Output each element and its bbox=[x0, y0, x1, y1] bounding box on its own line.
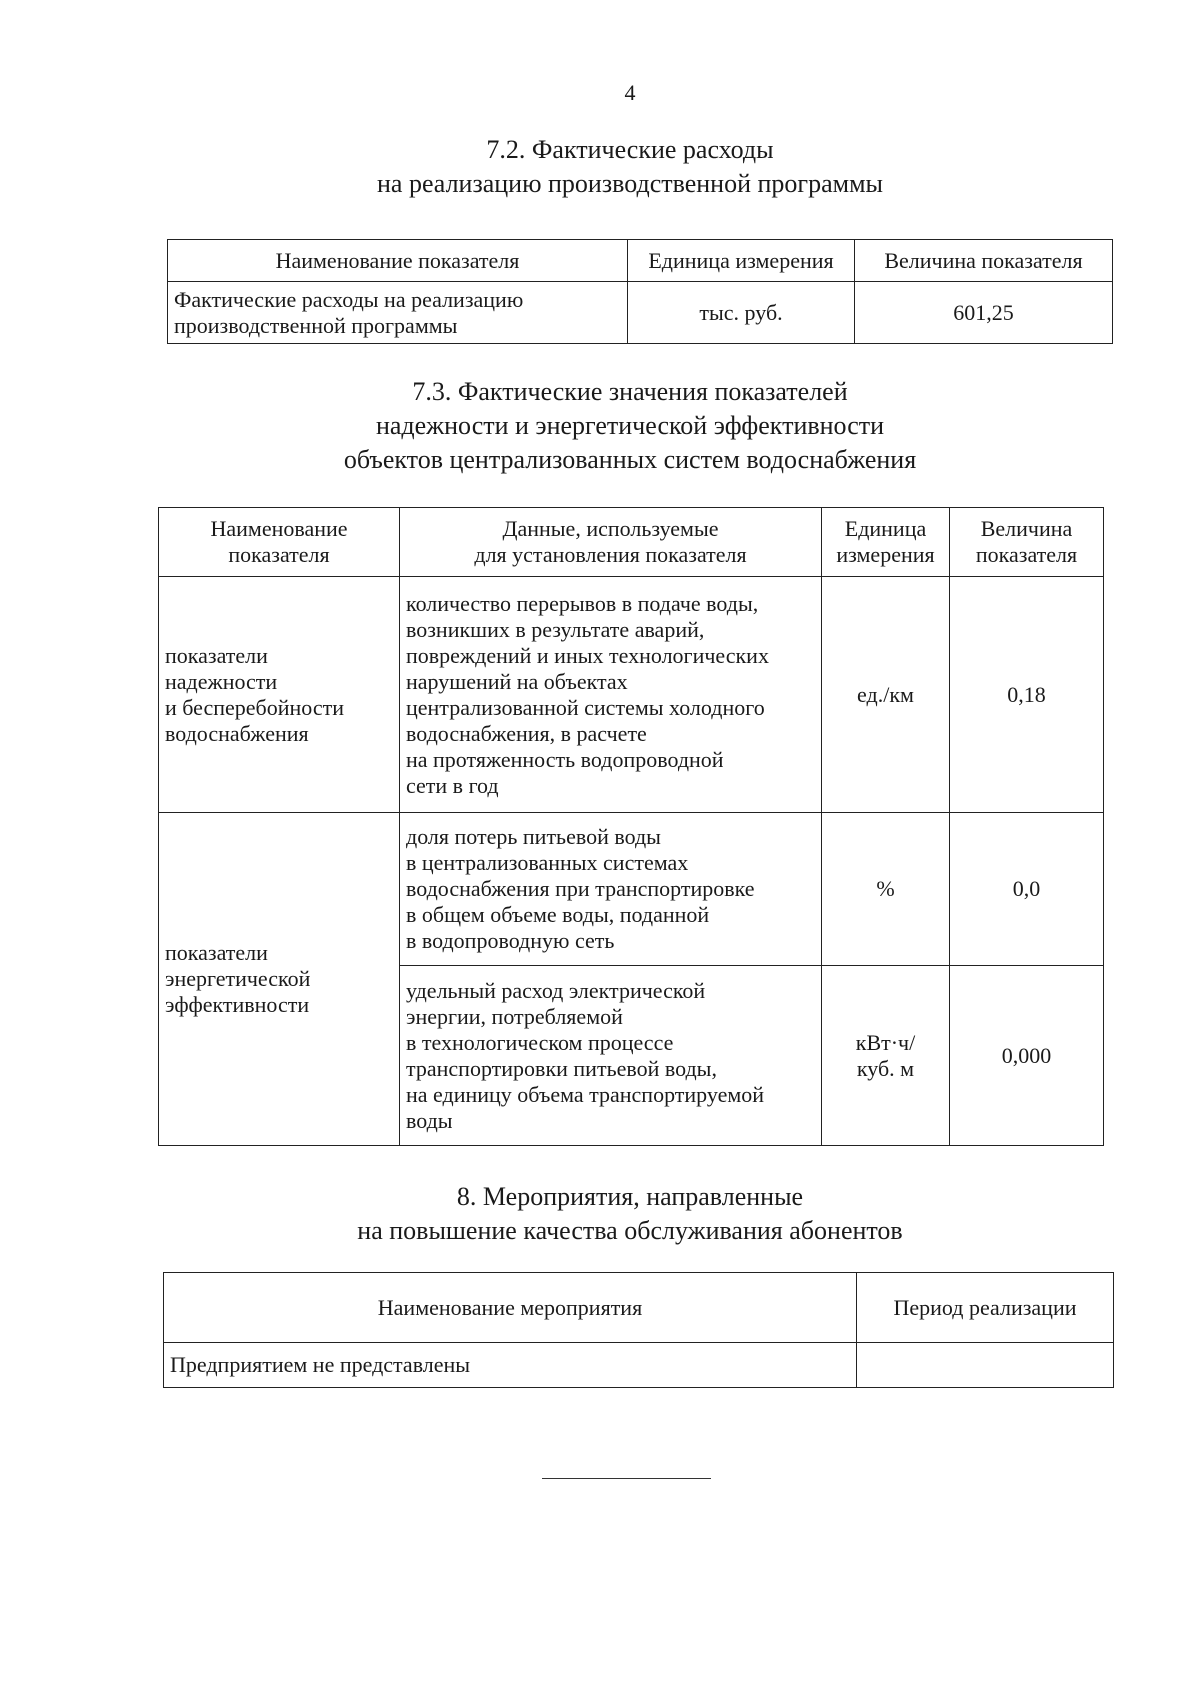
title-line: на реализацию производственной программы bbox=[376, 169, 883, 198]
indicator-data bbox=[400, 966, 822, 1146]
indicator-name bbox=[168, 282, 628, 344]
text-line: в общем объеме воды, поданной bbox=[406, 902, 710, 927]
table-row bbox=[159, 577, 1104, 813]
table-row bbox=[159, 813, 1104, 966]
section-7-2-title bbox=[0, 133, 1200, 201]
table-header-row bbox=[159, 508, 1104, 577]
text-line: измерения bbox=[836, 542, 935, 567]
expenses-table bbox=[167, 239, 1113, 344]
title-line: объектов централизованных систем водоснабжения bbox=[343, 445, 917, 474]
text-line: водоснабжения, в расчете bbox=[406, 720, 647, 746]
text-line: производственной программы bbox=[174, 312, 458, 338]
text-line: Фактические расходы на реализацию bbox=[174, 286, 524, 312]
unit-cell: тыс. руб. bbox=[628, 282, 855, 344]
title-line: 8. Мероприятия, направленные bbox=[456, 1182, 804, 1211]
section-8-title bbox=[0, 1180, 1200, 1248]
page-number: 4 bbox=[624, 80, 636, 105]
header-cell: Наименование мероприятия bbox=[164, 1273, 857, 1343]
measure-name: Предприятием не представлены bbox=[164, 1343, 857, 1388]
text-line: доля потерь питьевой воды bbox=[406, 824, 661, 849]
text-line: водоснабжения bbox=[165, 720, 309, 746]
text-line: для установления показателя bbox=[474, 542, 747, 567]
text-line: в технологическом процессе bbox=[406, 1029, 674, 1055]
text-line: показатели bbox=[165, 940, 268, 965]
text-line: на протяженность водопроводной bbox=[406, 746, 724, 772]
text-line: куб. м bbox=[856, 1055, 915, 1081]
header-cell bbox=[400, 508, 822, 577]
text-line: показатели bbox=[165, 642, 268, 668]
text-line: в водопроводную сеть bbox=[406, 928, 615, 953]
text-line: Данные, используемые bbox=[502, 516, 719, 541]
header-cell: Величина показателя bbox=[855, 240, 1113, 282]
text-line: на единицу объема транспортируемой bbox=[406, 1081, 765, 1107]
header-cell: Период реализации bbox=[857, 1273, 1114, 1343]
measures-table bbox=[163, 1272, 1114, 1388]
end-divider bbox=[542, 1478, 711, 1479]
text-line: сети в год bbox=[406, 772, 499, 798]
indicator-group-name bbox=[159, 577, 400, 813]
header-cell bbox=[822, 508, 950, 577]
text-line: энергии, потребляемой bbox=[406, 1003, 623, 1029]
value-cell: 0,18 bbox=[950, 577, 1104, 813]
text-line: удельный расход электрической bbox=[406, 977, 706, 1003]
text-line: показателя bbox=[975, 542, 1078, 567]
header-cell bbox=[159, 508, 400, 577]
text-line: показателя bbox=[228, 542, 330, 567]
text-line: централизованной системы холодного bbox=[406, 694, 765, 720]
title-line: 7.3. Фактические значения показателей bbox=[412, 377, 848, 406]
header-cell: Наименование показателя bbox=[168, 240, 628, 282]
text-line: эффективности bbox=[165, 992, 310, 1017]
text-line: Единица bbox=[844, 516, 927, 541]
table-row bbox=[168, 282, 1113, 344]
title-line: 7.2. Фактические расходы bbox=[486, 135, 774, 164]
indicators-table bbox=[158, 507, 1104, 1146]
indicator-group-name bbox=[159, 813, 400, 1146]
value-cell: 0,000 bbox=[950, 966, 1104, 1146]
unit-cell bbox=[822, 813, 950, 966]
header-cell bbox=[950, 508, 1104, 577]
table-row bbox=[164, 1343, 1114, 1388]
text-line: энергетической bbox=[165, 966, 311, 991]
title-line: надежности и энергетической эффективности bbox=[375, 411, 885, 440]
measure-period bbox=[857, 1343, 1114, 1388]
text-line: водоснабжения при транспортировке bbox=[406, 876, 755, 901]
text-line: нарушений на объектах bbox=[406, 668, 628, 694]
text-line: в централизованных системах bbox=[406, 850, 689, 875]
text-line: количество перерывов в подаче воды, bbox=[406, 590, 759, 616]
title-line: на повышение качества обслуживания абонентов bbox=[357, 1216, 903, 1245]
text-line: надежности bbox=[165, 668, 278, 694]
text-line: Величина bbox=[980, 516, 1073, 541]
unit-cell bbox=[822, 577, 950, 813]
text-line: возникших в результате аварий, bbox=[406, 616, 705, 642]
table-header-row bbox=[168, 240, 1113, 282]
header-cell: Единица измерения bbox=[628, 240, 855, 282]
text-line: % bbox=[876, 876, 895, 901]
text-line: кВт·ч/ bbox=[855, 1029, 916, 1055]
text-line: Наименование bbox=[210, 516, 348, 541]
text-line: воды bbox=[406, 1107, 453, 1133]
table-header-row bbox=[164, 1273, 1114, 1343]
section-7-3-title bbox=[0, 375, 1200, 477]
unit-cell bbox=[822, 966, 950, 1146]
text-line: ед./км bbox=[857, 681, 914, 707]
indicator-data bbox=[400, 813, 822, 966]
text-line: и бесперебойности bbox=[165, 694, 344, 720]
value-cell: 601,25 bbox=[855, 282, 1113, 344]
value-cell: 0,0 bbox=[950, 813, 1104, 966]
text-line: повреждений и иных технологических bbox=[406, 642, 769, 668]
indicator-data bbox=[400, 577, 822, 813]
text-line: транспортировки питьевой воды, bbox=[406, 1055, 717, 1081]
